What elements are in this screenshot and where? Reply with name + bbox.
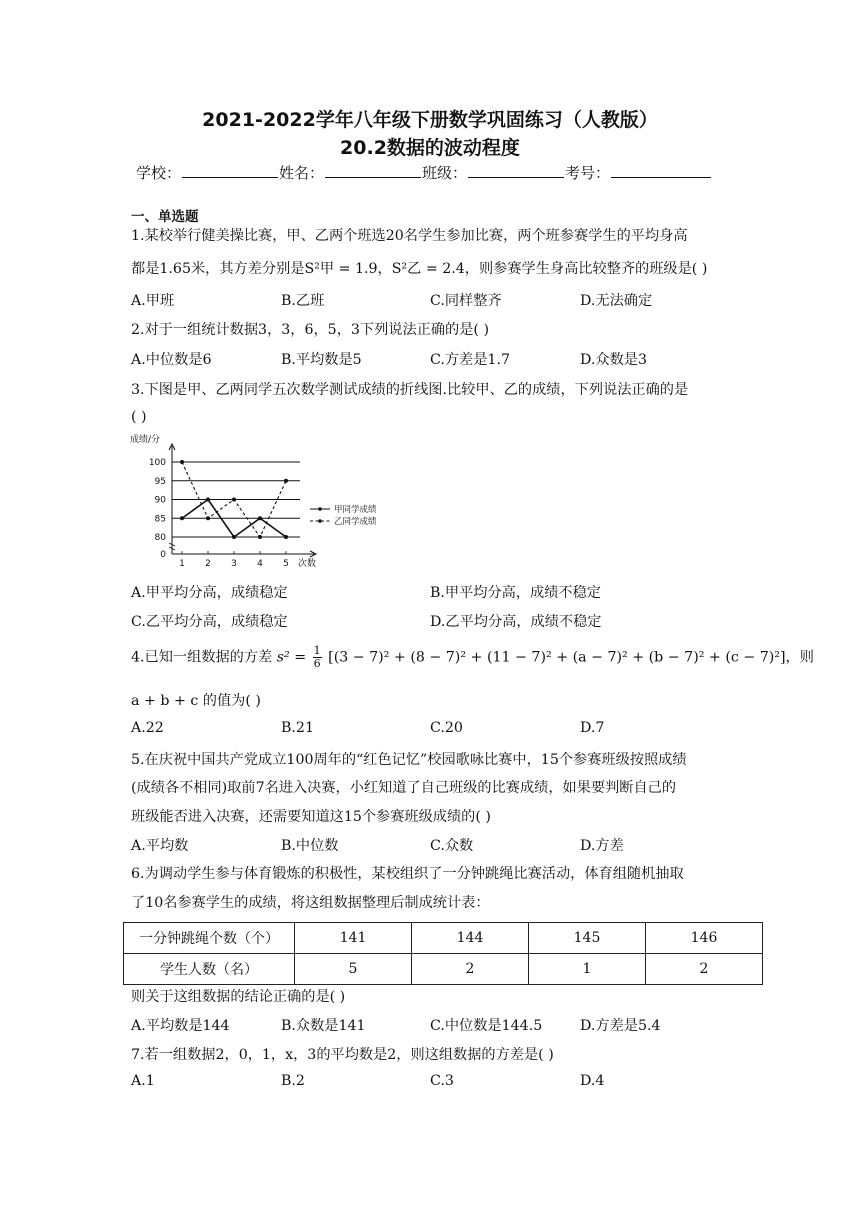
q4-fraction [313,645,322,670]
q4-option-a[interactable]: A.22 [131,720,164,736]
q2-option-a[interactable]: A.中位数是6 [131,352,212,368]
y-axis-title: 成绩/分 [130,435,161,445]
q6-option-c[interactable]: C.中位数是144.5 [430,1018,543,1034]
q3-line1: 3.下图是甲、乙两同学五次数学测试成绩的折线图.比较甲、乙的成绩，下列说法正确的是 [131,382,689,398]
legend-marker-2 [318,519,322,523]
y-tick-label: 85 [154,514,166,525]
q2-option-c[interactable]: C.方差是1.7 [430,352,510,368]
q6-option-d[interactable]: D.方差是5.4 [580,1018,661,1034]
q4-frac-num: 1 [313,644,321,657]
y-tick-label: 80 [154,533,166,543]
data-point-series-1 [180,516,184,520]
table-header-cell: 一分钟跳绳个数（个） [124,923,295,954]
table-cell: 2 [412,954,529,985]
q4-frac-den: 6 [313,657,321,670]
q5-option-a[interactable]: A.平均数 [131,838,189,854]
q6-line1: 6.为调动学生参与体育锻炼的积极性，某校组织了一分钟跳绳比赛活动，体育组随机抽取 [131,866,684,882]
q5-option-b[interactable]: B.中位数 [281,838,339,854]
legend-marker-1 [318,507,322,511]
q4-formula-body: [(3 − 7)² + (8 − 7)² + (11 − 7)² + (a − 7)² + (b − 7)² + (c − 7)²] [328,649,786,666]
q5-option-d[interactable]: D.方差 [580,838,624,854]
q7-option-a[interactable]: A.1 [131,1073,155,1089]
score-line-chart [124,432,424,572]
q1-option-a[interactable]: A.甲班 [131,293,175,309]
q4-formula-lhs: s² = [276,649,307,666]
q4-prefix: 4.已知一组数据的方差 [131,649,273,666]
q4-line2: a + b + c 的值为( ) [131,693,261,709]
q1-line2: 都是1.65米，其方差分别是S²甲 = 1.9，S²乙 = 2.4，则参赛学生身高比较整齐的班级是( ) [131,261,708,277]
data-point-series-1 [258,516,262,520]
q6-option-b[interactable]: B.众数是141 [281,1018,366,1034]
q1-option-c[interactable]: C.同样整齐 [430,293,502,309]
name-blank[interactable] [325,163,421,178]
q5-option-c[interactable]: C.众数 [430,838,474,854]
y-tick-label: 95 [154,476,166,487]
q7-line1: 7.若一组数据2，0，1，x，3的平均数是2，则这组数据的方差是( ) [131,1047,554,1063]
info-line [136,162,712,183]
section-title: 一、单选题 [131,209,199,225]
q4-option-b[interactable]: B.21 [281,720,314,736]
school-label: 学校： [136,164,182,182]
jump-rope-stats-table [123,922,763,985]
q5-line1: 5.在庆祝中国共产党成立100周年的“红色记忆”校园歌咏比赛中，15个参赛班级按照成绩 [131,752,687,768]
q6-line2: 了10名参赛学生的成绩，将这组数据整理后制成统计表： [131,895,490,911]
table-cell: 145 [529,923,646,954]
q7-option-d[interactable]: D.4 [580,1073,605,1089]
data-point-series-2 [258,535,262,539]
q4-option-d[interactable]: D.7 [580,720,605,736]
data-point-series-1 [284,535,288,539]
data-point-series-2 [180,460,184,464]
legend-label-2: 乙同学成绩 [334,517,377,527]
exam-no-blank[interactable] [611,163,711,178]
table-row [124,954,763,985]
q4-option-c[interactable]: C.20 [430,720,463,736]
school-blank[interactable] [182,163,278,178]
q7-option-b[interactable]: B.2 [281,1073,305,1089]
data-point-series-1 [206,498,210,502]
q4-line1 [131,645,814,670]
q1-line1: 1.某校举行健美操比赛，甲、乙两个班选20名学生参加比赛，两个班参赛学生的平均身高 [131,228,688,244]
legend-label-1: 甲同学成绩 [334,505,377,515]
y-tick-label: 0 [160,550,166,560]
q1-option-b[interactable]: B.乙班 [281,293,325,309]
name-label: 姓名： [279,164,325,182]
data-point-series-1 [232,535,236,539]
data-point-series-2 [206,516,210,520]
document-subtitle: 20.2数据的波动程度 [340,137,520,159]
document-title: 2021-2022学年八年级下册数学巩固练习（人教版） [202,109,658,131]
q3-option-b[interactable]: B.甲平均分高，成绩不稳定 [430,585,601,601]
q5-line3: 班级能否进入决赛，还需要知道这15个参赛班级成绩的( ) [131,809,491,825]
table-cell: 141 [295,923,412,954]
table-cell: 5 [295,954,412,985]
q4-suffix: ，则 [785,649,814,666]
q6-line3: 则关于这组数据的结论正确的是( ) [131,989,346,1005]
x-tick-label: 1 [179,559,185,569]
x-axis-title: 次数 [298,559,317,569]
class-blank[interactable] [468,163,564,178]
q3-option-a[interactable]: A.甲平均分高，成绩稳定 [131,585,288,601]
x-tick-label: 5 [283,559,289,569]
table-header-cell: 学生人数（名） [124,954,295,985]
q5-line2: (成绩各不相同)取前7名进入决赛，小红知道了自己班级的比赛成绩，如果要判断自己的 [131,780,677,796]
q1-option-d[interactable]: D.无法确定 [580,293,653,309]
x-tick-label: 2 [205,559,211,569]
table-cell: 1 [529,954,646,985]
table-cell: 144 [412,923,529,954]
table-cell: 146 [646,923,763,954]
data-point-series-2 [284,479,288,483]
table-cell: 2 [646,954,763,985]
q3-option-d[interactable]: D.乙平均分高，成绩不稳定 [430,614,602,630]
x-tick-label: 4 [257,559,263,569]
q2-option-b[interactable]: B.平均数是5 [281,352,362,368]
class-label: 班级： [422,164,468,182]
q3-option-c[interactable]: C.乙平均分高，成绩稳定 [131,614,288,630]
q6-option-a[interactable]: A.平均数是144 [131,1018,230,1034]
exam-no-label: 考号： [565,164,611,182]
q3-line2: ( ) [131,409,147,425]
y-tick-label: 90 [154,495,166,506]
data-point-series-2 [232,498,236,502]
x-tick-label: 3 [231,559,237,569]
q2-option-d[interactable]: D.众数是3 [580,352,647,368]
q2-line1: 2.对于一组统计数据3，3，6，5，3下列说法正确的是( ) [131,322,490,338]
table-row [124,923,763,954]
y-tick-label: 100 [148,458,166,468]
q7-option-c[interactable]: C.3 [430,1073,454,1089]
